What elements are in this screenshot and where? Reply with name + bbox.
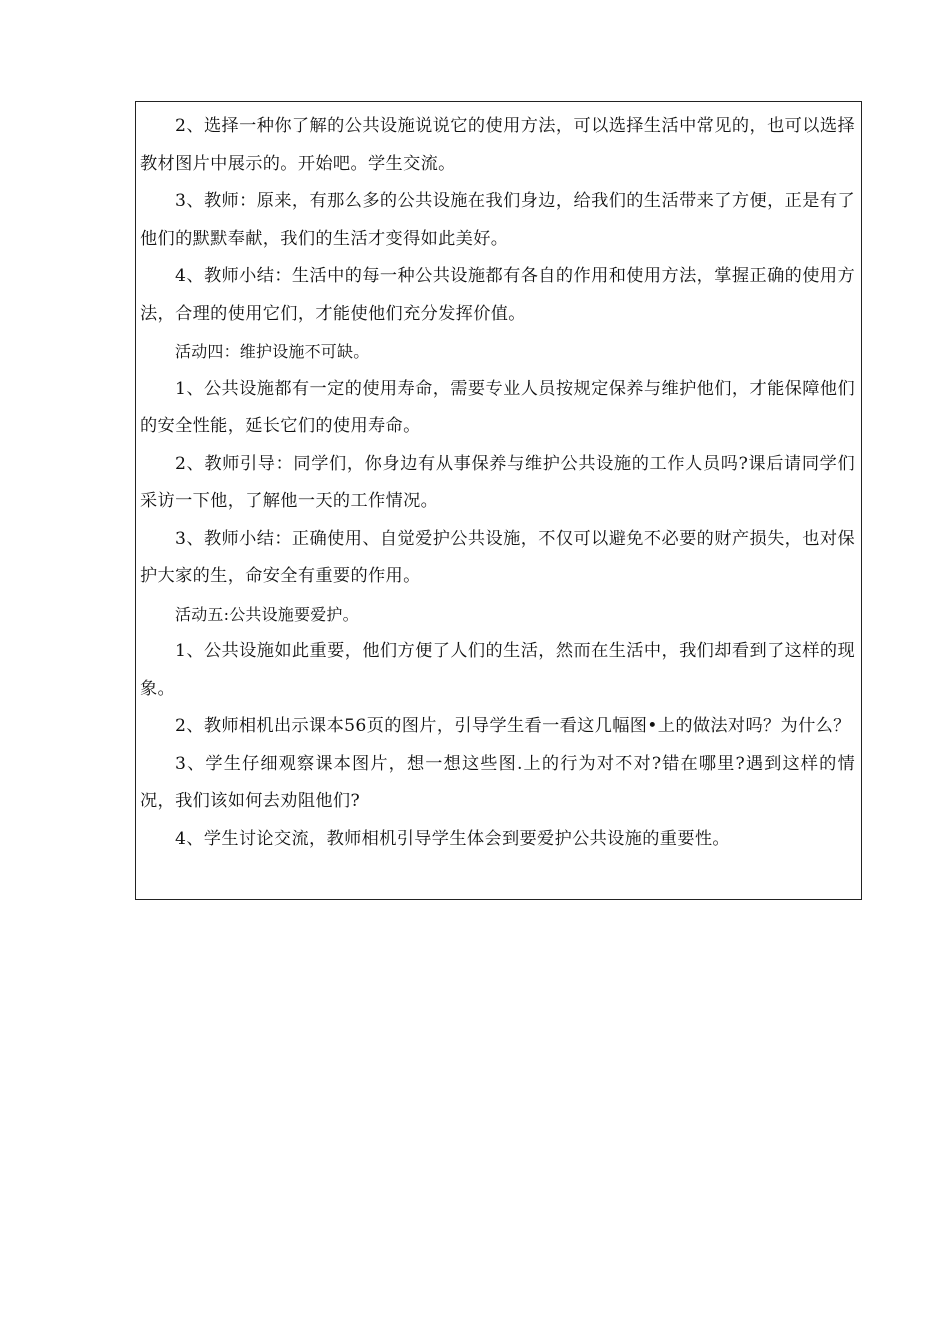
paragraph-discussion: 4、学生讨论交流，教师相机引导学生体会到要爱护公共设施的重要性。 xyxy=(175,828,730,849)
paragraph-show-textbook-images: 2、教师相机出示课本56页的图片，引导学生看一看这几幅图•上的做法对吗？为什么？ xyxy=(175,716,851,736)
paragraph-observe-images: 3、学生仔细观察课本图片，想一想这些图.上的行为对不对?错在哪里?遇到这样的情况，我们该如何去劝阻他们? xyxy=(140,753,855,811)
activity-five-heading: 活动五:公共设施要爱护。 xyxy=(175,604,359,624)
paragraph-maintenance-lifespan: 1、公共设施都有一定的使用寿命，需要专业人员按规定保养与维护他们，才能保障他们的安全性能，延长它们的使用寿命。 xyxy=(140,378,855,436)
table-cell xyxy=(135,101,862,900)
paragraph-step-4-teacher-summary: 4、教师小结：生活中的每一种公共设施都有各自的作用和使用方法，掌握正确的使用方法，合理的使用它们，才能使他们充分发挥价值。 xyxy=(140,266,855,324)
paragraph-importance-phenomenon: 1、公共设施如此重要，他们方便了人们的生活，然而在生活中，我们却看到了这样的现象。 xyxy=(140,641,855,699)
paragraph-teacher-conclusion: 3、教师小结：正确使用、自觉爱护公共设施，不仅可以避免不必要的财产损失，也对保护大家的生，命安全有重要的作用。 xyxy=(140,528,855,586)
paragraph-step-3-teacher-remark: 3、教师：原来，有那么多的公共设施在我们身边，给我们的生活带来了方便，正是有了他们的默默奉献，我们的生活才变得如此美好。 xyxy=(140,191,855,249)
paragraph-teacher-guidance: 2、教师引导：同学们，你身边有从事保养与维护公共设施的工作人员吗?课后请同学们采访一下他，了解他一天的工作情况。 xyxy=(140,453,855,511)
paragraph-step-2-choose-facility: 2、选择一种你了解的公共设施说说它的使用方法，可以选择生活中常见的，也可以选择教材图片中展示的。开始吧。学生交流。 xyxy=(140,116,855,174)
activity-four-heading: 活动四：维护设施不可缺。 xyxy=(175,342,370,361)
